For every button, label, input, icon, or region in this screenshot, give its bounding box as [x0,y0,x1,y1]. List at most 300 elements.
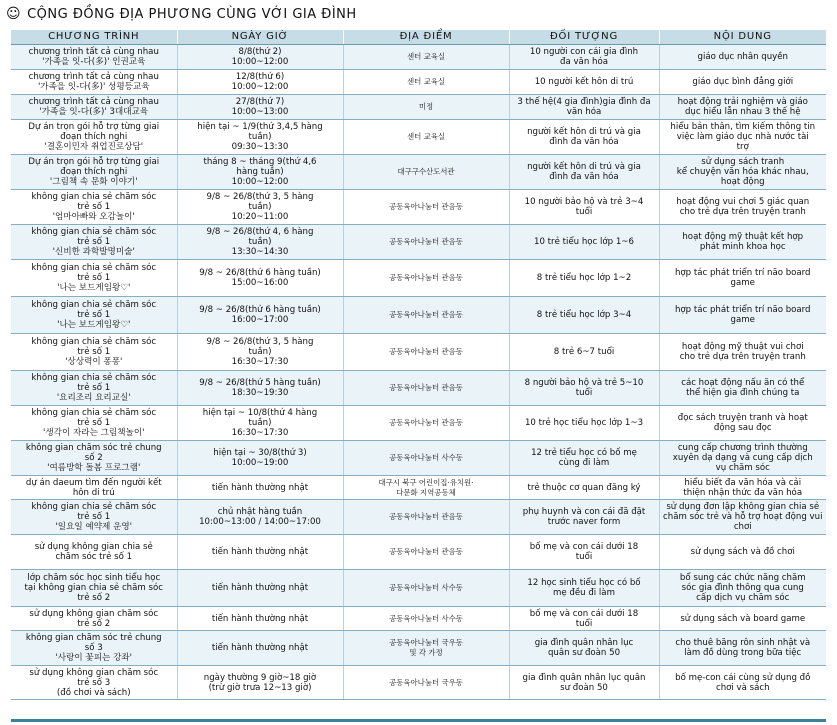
cell-program [11,45,177,70]
cell-datetime [177,70,343,95]
cell-program [11,570,177,607]
cell-datetime [177,631,343,666]
table-row [11,155,826,190]
cell-line: 16:30~17:30 [231,428,289,438]
cell-line: 공동육아나눔터 관음동 [389,273,463,282]
cell-line: hợp tác phát triển trí não board [674,268,811,278]
cell-line: thiện nhận thức đa văn hóa [683,487,803,498]
cell-line: 대구구수산도서관 [397,167,455,176]
cell-line: hiện tại ~ 30/8(thứ 3) [213,448,307,458]
table-row [11,441,826,476]
cell-line: chăm sóc trẻ số 1 [55,552,133,562]
cell-place [343,441,509,476]
column-header-place: ĐỊA ĐIỂM [343,30,509,45]
cell-line: cung cấp chương trình thường [677,443,808,453]
cell-line: không gian chia sẻ chăm sóc [31,263,157,273]
cell-line: người kết hôn di trú và gia [527,162,641,172]
cell-line: phát minh khoa học [699,242,786,252]
cell-line: tuổi [575,388,593,398]
cell-line: 10:00~13:00 / 14:00~17:00 [199,517,321,527]
cell-line: trẻ số 1 [77,310,111,320]
cell-line: 공동육아나눔터 관음동 [389,383,463,392]
cell-line: trẻ số 2 [77,618,111,629]
cell-line: 15:00~16:00 [231,278,289,288]
cell-line: người kết hôn di trú và gia [527,127,641,137]
cell-place [343,260,509,297]
cell-target [509,441,659,476]
cell-line: 12 học sinh tiểu học có bố [527,578,641,588]
cell-line: đoạn thích nghi [60,132,128,142]
cell-program [11,441,177,476]
cell-line: 공동육아나눔터 관음동 [389,547,463,556]
cell-line: 12 trẻ tiểu học có bố mẹ [531,448,637,458]
cell-line: đình đa văn hóa [549,137,619,147]
cell-content [659,570,826,607]
cell-line: 10:00~19:00 [231,458,289,468]
cell-line: 8 người bảo hộ và trẻ 5~10 [524,378,644,388]
schedule-table [11,30,826,700]
cell-line: tuần) [248,202,272,212]
cell-line: giáo dục bình đẳng giới [692,77,794,87]
cell-content [659,535,826,570]
cell-line: 13:30~14:30 [231,247,289,257]
cell-target [509,297,659,334]
cell-line: tại không gian chia sẻ chăm sóc [24,583,163,593]
cell-place [343,406,509,441]
cell-line: 10 người kết hôn di trú [534,77,634,87]
table-row [11,260,826,297]
cell-place [343,297,509,334]
cell-program [11,260,177,297]
cell-place [343,570,509,607]
cell-line: 미정 [418,102,434,111]
cell-line: 8/8(thứ 2) [238,47,282,57]
table-row [11,371,826,406]
cell-line: 공동육아나눔터 관음동 [389,310,463,319]
cell-program [11,190,177,225]
cell-content [659,476,826,500]
cell-line: 센터 교육실 [406,132,446,141]
table-row [11,95,826,120]
cell-line: vụ chăm sóc [715,463,770,473]
cell-line: tiến hành thường nhật [211,613,309,624]
cell-target [509,70,659,95]
cell-program [11,666,177,700]
cell-datetime [177,476,343,500]
cell-line: trẻ số 1 [77,202,111,212]
cell-line: '가족을 잇-다(多)' 성평등교육 [37,82,150,92]
table-row [11,570,826,607]
cell-line: cho trẻ dựa trên truyện tranh [679,352,806,362]
cell-line: không gian chia sẻ chăm sóc [31,337,157,347]
cell-line: tiến hành thường nhật [211,643,309,653]
cell-line: bố mẹ và con cái dưới 18 [529,542,639,552]
cell-line: hoạt động [720,177,765,187]
cell-line: '엄마아빠와 오감놀이' [52,212,135,222]
cell-line: 및 각 가정 [409,648,443,657]
column-header-target: ĐỐI TƯỢNG [509,30,659,45]
cell-line: 대구시 북구 어린이집·유치원· [378,477,474,487]
cell-line: 공동육아나눔터 사수동 [389,583,463,592]
cell-line: số 3 [84,643,103,653]
cell-content [659,70,826,95]
cell-line: '가족을 잇-다(多)' 인권교육 [42,57,146,67]
cell-line: 9/8 ~ 26/8(thứ 3, 5 hàng [206,337,314,347]
cell-line: ngày thường 9 giờ~18 giờ [203,672,317,683]
cell-content [659,45,826,70]
cell-line: '사랑이 꽃피는 강좌' [55,653,133,663]
cell-datetime [177,406,343,441]
cell-content [659,406,826,441]
cell-datetime [177,95,343,120]
cell-target [509,406,659,441]
cell-line: 공동육아나눔터 관음동 [389,202,463,211]
cell-datetime [177,666,343,700]
cell-line: không gian chăm sóc trẻ chung [25,633,162,643]
column-header-program: CHƯƠNG TRÌNH [11,30,177,45]
cell-line: trợ [736,142,749,152]
table-header-row [11,30,826,45]
cell-program [11,371,177,406]
cell-line: 10 trẻ tiểu học lớp 1~6 [534,237,634,247]
cell-line: không gian chia sẻ chăm sóc [31,408,157,418]
cell-line: hiện tại ~ 10/8(thứ 4 hàng [202,408,318,418]
cell-line: 공동육아나눔터 사수동 [389,613,463,623]
cell-line: việc làm giáo dục nhà nước tài [676,132,809,142]
cell-line: 공동육아나눔터 국우동 [389,677,463,687]
cell-line: hiểu bản thân, tìm kiếm thông tin [670,122,816,132]
cell-line: '상상력이 퐁퐁' [65,357,123,367]
cell-line: game [730,315,755,325]
cell-line: chơi và sách [715,682,770,693]
cell-content [659,155,826,190]
cell-datetime [177,225,343,260]
cell-line: không gian chia sẻ chăm sóc [31,192,157,202]
cell-line: 16:00~17:00 [231,315,289,325]
cell-line: tiến hành thường nhật [211,482,309,493]
cell-line: mẹ đều đi làm [553,588,615,598]
cell-target [509,260,659,297]
cell-line: chương trình tất cả cùng nhau [28,47,159,57]
cell-line: 10:20~11:00 [231,212,289,222]
cell-line: dự án daeum tìm đến người kết [25,477,162,488]
cell-line: '그림책 속 문화 이야기' [49,177,138,187]
cell-place [343,95,509,120]
cell-line: không gian chăm sóc trẻ chung [25,443,162,453]
cell-line: tuần) [248,132,272,142]
cell-target [509,666,659,700]
cell-line: 10 người bảo hộ và trẻ 3~4 [524,197,644,207]
cell-line: 16:30~17:30 [231,357,289,367]
cell-line: '요리조리 요리교실' [56,393,131,403]
cell-content [659,95,826,120]
cell-line: quân sư đoàn 50 [547,648,621,658]
cell-target [509,95,659,120]
cell-datetime [177,45,343,70]
cell-content [659,120,826,155]
table-row [11,225,826,260]
cell-line: hôn di trú [72,487,115,498]
cell-line: 10 trẻ học tiểu học lớp 1~3 [524,418,644,428]
cell-target [509,225,659,260]
cell-line: hoạt động trải nghiệm và giáo [677,97,808,107]
cell-line: tiến hành thường nhật [211,583,309,593]
cell-line: động sau đọc [713,423,772,433]
cell-line: Dự án trọn gói hỗ trợ từng giai [28,157,160,167]
cell-line: 다문화 지역공동체 [396,487,456,497]
table-body [11,45,826,700]
cell-line: hoạt động mỹ thuật kết hợp [682,232,804,242]
cell-program [11,334,177,371]
cell-line: 09:30~13:30 [231,142,289,152]
cell-line: hiện tại ~ 1/9(thứ 3,4,5 hàng [197,122,323,132]
cell-target [509,155,659,190]
cell-line: tuần) [248,237,272,247]
cell-line: 공동육아나눔터 관음동 [389,418,463,427]
cell-line: cấp dịch vụ chăm sóc [696,593,790,603]
cell-place [343,70,509,95]
cell-line: cho thuê băng rôn sinh nhật và [675,638,811,648]
cell-content [659,334,826,371]
table-row [11,476,826,500]
cell-target [509,45,659,70]
cell-line: '생각이 자라는 그림책놀이' [42,428,145,438]
cell-place [343,535,509,570]
cell-content [659,260,826,297]
cell-program [11,631,177,666]
table-row [11,120,826,155]
cell-line: bố mẹ và con cái dưới 18 [529,608,639,619]
cell-datetime [177,190,343,225]
cell-line: (trừ giờ trưa 12~13 giờ) [208,682,312,693]
cell-line: sử dụng không gian chia sẻ [34,542,153,552]
cell-line: lớp chăm sóc học sinh tiểu học [27,573,161,583]
cell-target [509,334,659,371]
column-header-content: NỘI DUNG [659,30,826,45]
cell-datetime [177,570,343,607]
cell-line: văn hóa [566,107,602,117]
cell-program [11,225,177,260]
cell-program [11,406,177,441]
cell-line: '일요일 예약제 운영' [55,522,133,532]
cell-line: đọc sách truyện tranh và hoạt [677,413,808,423]
cell-line: dục hiểu lẫn nhau 3 thế hệ [684,107,801,117]
cell-line: 3 thế hệ(4 gia đình)gia đình đa [517,97,651,107]
cell-line: 9/8 ~ 26/8(thứ 4, 6 hàng [206,227,314,237]
column-header-datetime: NGÀY GIỜ [177,30,343,45]
cell-line: chơi [733,522,752,532]
table-row [11,190,826,225]
cell-line: Dự án trọn gói hỗ trợ từng giai [28,122,160,132]
cell-program [11,535,177,570]
cell-line: trẻ số 1 [77,273,111,283]
cell-line: bố mẹ-con cái cùng sử dụng đồ [675,672,811,683]
cell-line: '나는 보드게임왕♡' [57,283,131,293]
cell-line: sư đoàn 50 [560,682,608,693]
cell-line: cùng đi làm [558,458,610,468]
cell-datetime [177,297,343,334]
cell-content [659,190,826,225]
cell-line: bổ sung các chức năng chăm [679,573,806,583]
cell-datetime [177,120,343,155]
cell-line: sóc gia đình thông qua cung [681,583,804,593]
cell-line: '여름방학 돌봄 프로그램' [47,463,141,473]
cell-line: không gian chia sẻ chăm sóc [31,502,157,512]
cell-line: xuyên dạ dạng và cung cấp dịch [672,453,813,463]
cell-place [343,476,509,500]
cell-line: gia đình quân nhân lục quân [522,672,646,683]
cell-place [343,607,509,631]
bottom-divider [11,719,826,722]
cell-place [343,120,509,155]
cell-line: đình đa văn hóa [549,172,619,182]
cell-datetime [177,155,343,190]
cell-line: tuổi [575,618,593,629]
cell-datetime [177,500,343,535]
cell-line: không gian chia sẻ chăm sóc [31,227,157,237]
cell-line: sử dụng sách và đồ chơi [690,547,795,557]
table-row [11,45,826,70]
cell-line: sử dụng đơn lập không gian chia sẻ [666,502,820,512]
cell-datetime [177,535,343,570]
cell-line: sử dụng sách tranh [701,157,785,167]
cell-line: 센터 교육실 [406,77,446,86]
cell-line: hợp tác phát triển trí não board [674,305,811,315]
cell-target [509,570,659,607]
cell-line: trước naver form [547,517,621,527]
cell-place [343,500,509,535]
cell-line: 12/8(thứ 6) [235,72,285,82]
cell-place [343,225,509,260]
cell-target [509,535,659,570]
cell-content [659,441,826,476]
cell-line: các hoạt động nấu ăn có thể [681,378,805,388]
cell-program [11,476,177,500]
cell-place [343,190,509,225]
cell-line: trẻ số 1 [77,512,111,522]
cell-line: tuần) [248,347,272,357]
table-row [11,406,826,441]
table-row [11,334,826,371]
cell-line: tuổi [575,552,593,562]
table-row [11,535,826,570]
cell-line: 공동육아나눔터 사수동 [389,453,463,462]
page-title [6,4,357,24]
cell-line: thể hiện gia đình chúng ta [686,388,800,398]
cell-line: số 2 [84,453,103,463]
cell-line: tháng 8 ~ tháng 9(thứ 4,6 [203,157,317,167]
cell-content [659,297,826,334]
cell-line: chủ nhật hàng tuần [217,507,303,517]
cell-content [659,225,826,260]
cell-line: trẻ số 2 [77,593,111,603]
cell-line: 10:00~12:00 [231,177,289,187]
cell-content [659,607,826,631]
cell-line: (đồ chơi và sách) [56,687,131,698]
cell-line: trẻ số 1 [77,237,111,247]
cell-line: 10:00~12:00 [231,57,289,67]
cell-line: trẻ số 1 [77,347,111,357]
cell-line: hàng tuần) [236,167,284,177]
table-row [11,631,826,666]
cell-program [11,297,177,334]
cell-line: '가족을 잇-다(多)' 3대대교육 [39,107,149,117]
cell-line: 9/8 ~ 26/8(thứ 6 hàng tuần) [199,268,321,278]
cell-line: sử dụng không gian chăm sóc [29,608,159,619]
cell-line: 8 trẻ 6~7 tuổi [553,347,615,357]
cell-line: chương trình tất cả cùng nhau [28,97,159,107]
cell-line: 9/8 ~ 26/8(thứ 5 hàng tuần) [199,378,321,388]
cell-line: sử dụng không gian chăm sóc [29,667,159,678]
cell-line: cho trẻ dựa trên truyện tranh [679,207,806,217]
cell-datetime [177,371,343,406]
cell-datetime [177,607,343,631]
cell-line: 9/8 ~ 26/8(thứ 6 hàng tuần) [199,305,321,315]
cell-program [11,607,177,631]
cell-line: '결혼이민자 취업진로상담' [44,142,144,152]
cell-line: chương trình tất cả cùng nhau [28,72,159,82]
table-row [11,297,826,334]
smiley-icon: ☺ [6,6,22,22]
cell-content [659,666,826,700]
cell-target [509,371,659,406]
cell-target [509,607,659,631]
cell-target [509,500,659,535]
cell-target [509,120,659,155]
cell-content [659,371,826,406]
cell-line: không gian chia sẻ chăm sóc [31,373,157,383]
cell-line: game [730,278,755,288]
cell-place [343,666,509,700]
cell-content [659,631,826,666]
cell-line: 8 trẻ tiểu học lớp 3~4 [536,310,632,320]
cell-line: 8 trẻ tiểu học lớp 1~2 [536,273,632,283]
page-title-text: CỘNG ĐỒNG ĐỊA PHƯƠNG CÙNG VỚI GIA ĐÌNH [27,6,357,22]
cell-line: tuổi [575,207,593,217]
cell-place [343,45,509,70]
cell-program [11,155,177,190]
cell-line: '나는 보드게임왕♡' [57,320,131,330]
cell-program [11,500,177,535]
cell-line: 센터 교육실 [406,52,446,61]
cell-line: hoạt động vui chơi 5 giác quan [676,197,810,207]
cell-line: tuần) [248,418,272,428]
cell-datetime [177,334,343,371]
cell-place [343,371,509,406]
cell-line: đoạn thích nghi [60,167,128,177]
cell-place [343,334,509,371]
cell-line: giáo dục nhân quyền [697,52,788,62]
cell-line: 공동육아나눔터 관음동 [389,237,463,246]
cell-line: 9/8 ~ 26/8(thứ 3, 5 hàng [206,192,314,202]
cell-program [11,95,177,120]
table-row [11,607,826,631]
cell-place [343,631,509,666]
cell-line: không gian chia sẻ chăm sóc [31,300,157,310]
cell-content [659,500,826,535]
cell-target [509,476,659,500]
cell-line: 10 người con cái gia đình [529,47,639,57]
cell-line: 공동육아나눔터 국우동 [389,638,463,647]
cell-line: trẻ số 3 [77,677,111,688]
cell-line: chăm sóc trẻ và hỗ trợ hoạt động vui [663,512,823,522]
cell-line: 공동육아나눔터 관음동 [389,347,463,356]
table-row [11,500,826,535]
cell-line: trẻ thuộc cơ quan đăng ký [527,482,641,493]
cell-datetime [177,260,343,297]
cell-target [509,190,659,225]
cell-line: hoạt động mỹ thuật vui chơi [681,342,804,352]
